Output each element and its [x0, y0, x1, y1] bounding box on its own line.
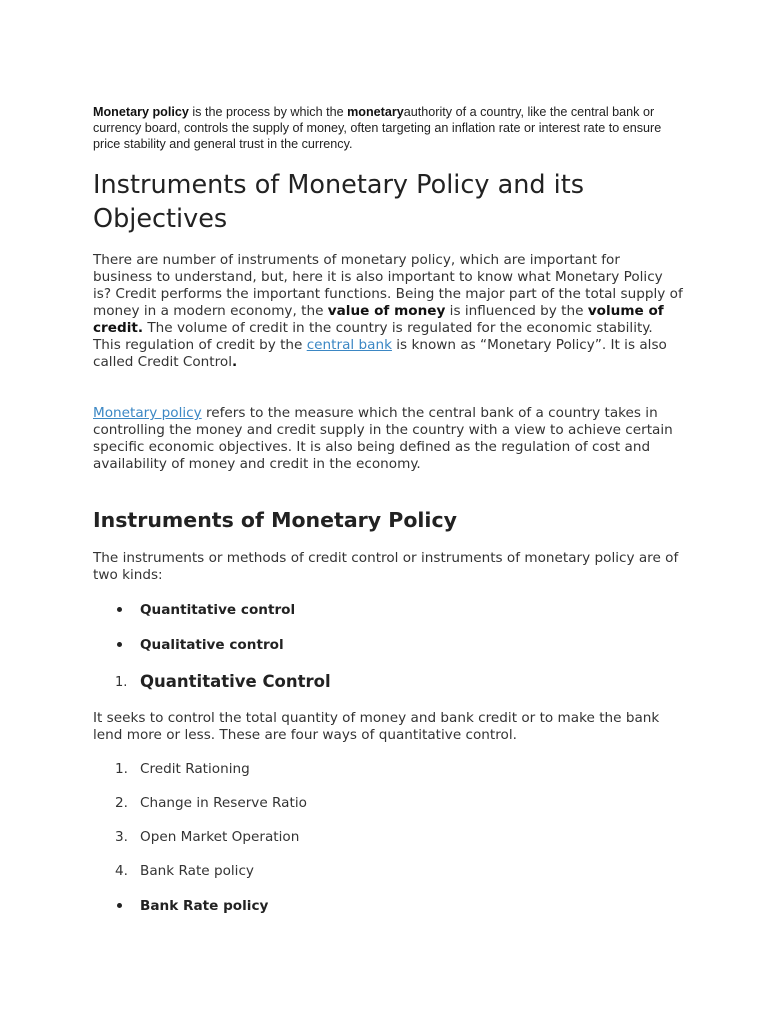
paragraph-monetary-policy-definition — [93, 252, 683, 371]
para1-text-2: is influenced by the — [445, 303, 588, 319]
list-item-label: Open Market Operation — [140, 829, 300, 845]
subsection-title: Quantitative Control — [140, 672, 331, 691]
para2-text: refers to the measure which the central bank of a country takes in controlling the money and credit supply in the country with a view to achieve certain specific economic objectives. It is also being defined as the regulation of cost and availability of money and credit in the economy. — [93, 405, 673, 472]
list-item-label: Qualitative control — [140, 637, 284, 653]
list-item-label: Quantitative control — [140, 602, 296, 618]
list-item-label: Change in Reserve Ratio — [140, 795, 307, 811]
list-item-label: Credit Rationing — [140, 761, 250, 777]
list-item — [93, 635, 683, 655]
para1-bold-period: . — [232, 354, 238, 370]
section-heading: Instruments of Monetary Policy — [93, 508, 457, 532]
bullet-icon — [117, 903, 122, 908]
paragraph-quantitative-control: It seeks to control the total quantity of money and bank credit or to make the bank lend more or less. These are four ways of quantitative control. — [93, 710, 660, 743]
subsection-heading — [93, 670, 683, 694]
intro-text-2: authority of a country, like the central bank or currency board, controls the supply of money, often targeting an inflation rate or interest rate to ensure price stability and general trust in the currency. — [93, 105, 662, 151]
intro-term: Monetary policy — [93, 105, 189, 119]
para1-text-4: is known as “Monetary Policy”. It is also called Credit Control — [93, 337, 667, 370]
bullet-icon — [117, 642, 122, 647]
monetary-policy-link[interactable]: Monetary policy — [93, 405, 202, 421]
para1-text-1: There are number of instruments of monetary policy, which are important for business to understand, but, here it is also important to know what Monetary Policy is? Credit performs the important functions. Being the major part of the total supply of money in a modern economy, the — [93, 252, 683, 319]
list-item — [93, 896, 683, 916]
list-item-number: 1. — [115, 761, 128, 777]
list-item — [93, 861, 683, 881]
intro-text-1: is the process by which the — [188, 105, 348, 119]
list-item-number: 2. — [115, 795, 128, 811]
list-item-number: 3. — [115, 829, 128, 845]
paragraph-monetary-policy-measure — [93, 405, 683, 473]
list-item-number: 4. — [115, 863, 128, 879]
list-item — [93, 827, 683, 847]
list-item-label: Bank Rate policy — [140, 898, 269, 914]
para1-bold-value-of-money: value of money — [327, 303, 446, 319]
list-item — [93, 793, 683, 813]
list-item-label: Bank Rate policy — [140, 863, 254, 879]
intro-paragraph — [93, 104, 683, 152]
list-item — [93, 759, 683, 779]
bullet-icon — [117, 607, 122, 612]
central-bank-link[interactable]: central bank — [306, 337, 392, 353]
paragraph-instruments-kinds: The instruments or methods of credit control or instruments of monetary policy are of two kinds: — [93, 550, 679, 583]
list-item — [93, 600, 683, 620]
para1-text-3: The volume of credit in the country is regulated for the economic stability. This regulation of credit by the — [93, 320, 653, 353]
para1-bold-volume-of-credit: volume of credit. — [93, 303, 664, 336]
page-title: Instruments of Monetary Policy and its Objectives — [93, 170, 585, 234]
subsection-number: 1. — [115, 675, 128, 690]
intro-term-2: monetary — [347, 105, 404, 119]
